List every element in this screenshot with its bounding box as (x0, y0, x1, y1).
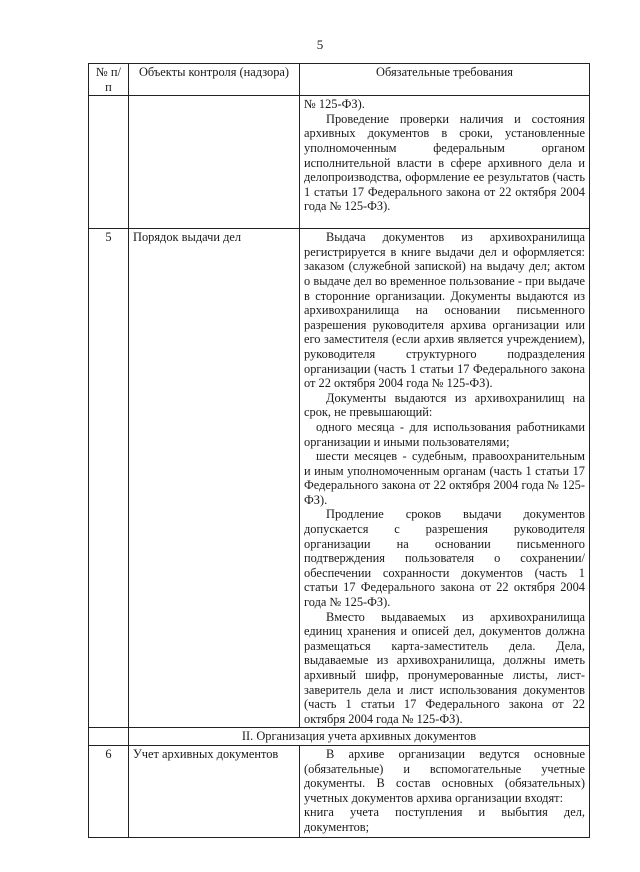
cell-requirements-5 (300, 229, 590, 728)
row5-paragraph-4: Вместо выдаваемых из архивохранилища единиц хранения и описей дел, документов должна размещаться карта-заместитель дела. Дела, выдаваемые из архивохранилища, должны иметь архивный шифр, пронумерованные листы, лист-заверитель дела и лист использования документов (часть 1 статьи 17 Федерального закона от 22 октября 2004 года № 125-ФЗ). (304, 609, 585, 726)
row5-paragraph-2: Документы выдаются из архивохранилищ на срок, не превышающий: (304, 390, 585, 420)
row5-item-2: шести месяцев - судебным, правоохранительным и иным уполномоченным органам (часть 1 статьи 17 Федерального закона от 22 октября 2004 года № 125-ФЗ). (304, 449, 585, 507)
page-number: 5 (316, 37, 324, 52)
continued-lead: № 125-ФЗ). (304, 97, 365, 112)
row6-paragraph-1: В архиве организации ведутся основные (обязательные) и вспомогательные учетные документы. В состав основных (обязательных) учетных документов архива организации входят: (304, 746, 585, 805)
cell-requirements-6 (300, 745, 590, 837)
row5-paragraph-3: Продление сроков выдачи документов допускается с разрешения руководителя организации на основании письменного подтверждения пользователя о сохранении/ обеспечении сохранности документов (часть 1 статьи 17 Федерального закона от 22 октября 2004 года № 125-ФЗ). (304, 507, 585, 610)
cell-requirements-continued (300, 96, 590, 229)
table-header-row (89, 64, 590, 96)
header-requirements: Обязательные требования (300, 64, 590, 96)
cell-num-6: 6 (89, 745, 129, 837)
cell-object-empty (129, 96, 300, 229)
header-objects: Объекты контроля (надзора) (129, 64, 300, 96)
table-row-5 (89, 229, 590, 728)
requirements-table (88, 63, 590, 838)
cell-object-5: Порядок выдачи дел (129, 229, 300, 728)
section-title: II. Организация учета архивных документов (129, 728, 590, 746)
table-row-6 (89, 745, 590, 837)
header-num: № п/п (89, 64, 129, 96)
cell-num-5: 5 (89, 229, 129, 728)
cell-object-6: Учет архивных документов (129, 745, 300, 837)
row5-item-1: одного месяца - для использования работниками организации и иными пользователями; (304, 419, 585, 449)
row6-item-1: книга учета поступления и выбытия дел, документов; (304, 805, 585, 834)
cell-section-empty (89, 728, 129, 746)
cell-num-empty (89, 96, 129, 229)
row5-paragraph-1: Выдача документов из архивохранилища регистрируется в книге выдачи дел и оформляется: заказом (служебной запиской) на выдачу дел; актом о выдаче дел во временное пользование - при выдаче в сторонние организации. Документы выдаются из архивохранилища на основании письменного разрешения руководителя архива организации или его заместителя (если архив является учреждением), руководителя структурного подразделения организации (часть 1 статьи 17 Федерального закона от 22 октября 2004 года № 125-ФЗ). (304, 230, 585, 391)
continued-paragraph: Проведение проверки наличия и состояния архивных документов в сроки, установленные уполномоченным федеральным органом исполнительной власти в сфере архивного дела и делопроизводства, оформление ее результатов (часть 1 статьи 17 Федерального закона от 22 октября 2004 года № 125-ФЗ). (304, 111, 585, 214)
section-row (89, 728, 590, 746)
table-row-continued (89, 96, 590, 229)
